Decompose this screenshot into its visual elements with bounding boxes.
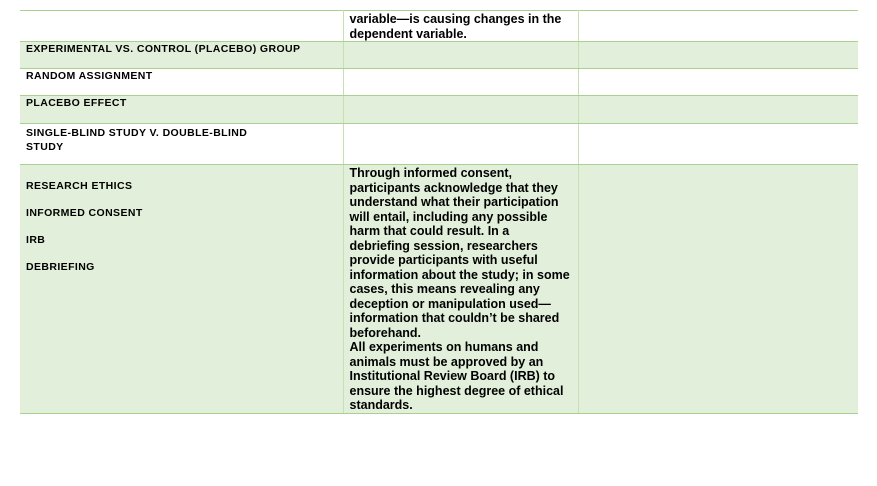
description-text bbox=[344, 69, 578, 70]
term-informed-consent: INFORMED CONSENT bbox=[26, 206, 143, 219]
ethics-description bbox=[344, 165, 578, 413]
table-row bbox=[20, 11, 858, 42]
description-cell bbox=[343, 165, 578, 414]
term-research-ethics: RESEARCH ETHICS bbox=[26, 179, 133, 192]
term-label: PLACEBO EFFECT bbox=[26, 97, 127, 109]
table-row-research-ethics bbox=[20, 165, 858, 414]
term-label: RANDOM ASSIGNMENT bbox=[26, 70, 153, 82]
term-cell bbox=[20, 11, 343, 42]
term-cell bbox=[20, 69, 343, 96]
table-row bbox=[20, 69, 858, 96]
notes-cell bbox=[578, 165, 858, 414]
informed-consent-paragraph: Through informed consent, participants acknowledge that they understand what their participation will entail, including any possible harm that could result. In a debriefing session, researchers provide participants with useful information about the study; in some cases, this means revealing any deception or manipulation used— information that couldn’t be shared beforehand. bbox=[349, 166, 570, 340]
notes-text bbox=[579, 69, 859, 70]
description-text bbox=[344, 42, 578, 43]
term-irb: IRB bbox=[26, 233, 46, 246]
term-cell bbox=[20, 124, 343, 165]
notes-text bbox=[579, 11, 859, 12]
notes-cell bbox=[578, 69, 858, 96]
notes-cell bbox=[578, 124, 858, 165]
description-cell bbox=[343, 11, 578, 42]
description-cell bbox=[343, 42, 578, 69]
notes-text bbox=[579, 96, 859, 97]
table-row bbox=[20, 96, 858, 124]
description-text: variable—is causing changes in the dependent variable. bbox=[349, 12, 562, 41]
term-label: EXPERIMENTAL VS. CONTROL (PLACEBO) GROUP bbox=[26, 43, 301, 55]
description-cell bbox=[343, 96, 578, 124]
description-cell bbox=[343, 124, 578, 165]
notes-text bbox=[579, 124, 859, 125]
term-cell bbox=[20, 96, 343, 124]
description-cell bbox=[343, 69, 578, 96]
irb-paragraph: All experiments on humans and animals must be approved by an Institutional Review Board (IRB) to ensure the highest degree of ethical standards. bbox=[349, 340, 564, 412]
term-label: SINGLE-BLIND STUDY V. DOUBLE-BLIND STUDY bbox=[26, 127, 248, 153]
term-cell bbox=[20, 165, 343, 414]
table-row bbox=[20, 124, 858, 165]
term-debriefing: DEBRIEFING bbox=[26, 260, 95, 273]
term-cell bbox=[20, 42, 343, 69]
notes-cell bbox=[578, 11, 858, 42]
notes-text bbox=[579, 165, 859, 166]
terms-table bbox=[20, 10, 858, 414]
description-text bbox=[344, 96, 578, 97]
notes-cell bbox=[578, 96, 858, 124]
term-label bbox=[20, 11, 343, 12]
term-label-list bbox=[20, 165, 343, 288]
description-text bbox=[344, 124, 578, 125]
table-row bbox=[20, 42, 858, 69]
notes-text bbox=[579, 42, 859, 43]
notes-cell bbox=[578, 42, 858, 69]
